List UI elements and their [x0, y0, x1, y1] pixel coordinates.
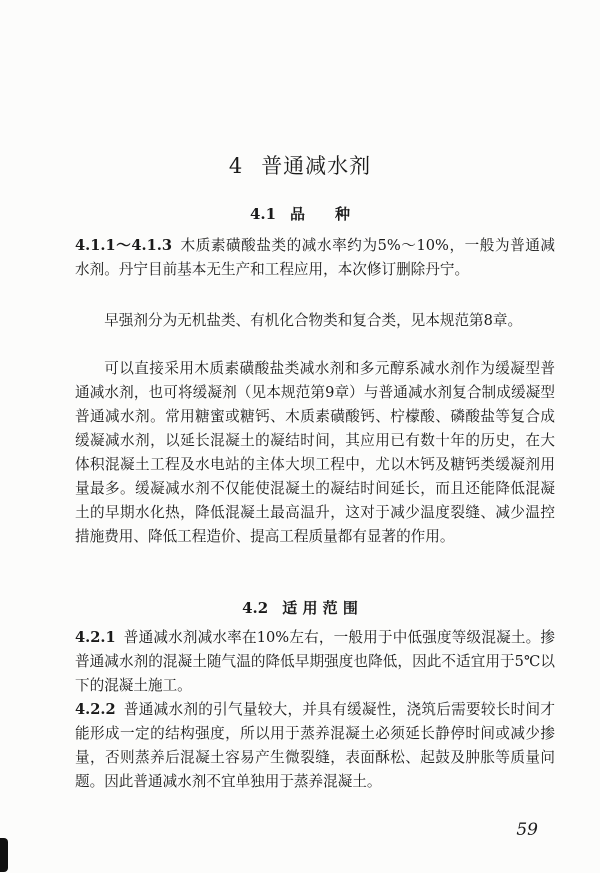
- section-heading: 品 种: [290, 205, 351, 223]
- paragraph-4-1-1: [75, 234, 555, 282]
- section-title-4-2: [0, 597, 600, 618]
- clause-number: 4.1.1～4.1.3: [75, 237, 172, 254]
- scan-edge-mark: [0, 838, 8, 872]
- paragraph-text: 木质素磺酸盐类的减水率约为5%～10%，一般为普通减水剂。丹宁目前基本无生产和工程应用，本次修订删除丹宁。: [75, 237, 556, 278]
- section-heading: 适 用 范 围: [282, 599, 358, 617]
- clause-number: 4.2.1: [75, 629, 116, 646]
- section-number: 4.2: [242, 599, 269, 617]
- section-number: 4.1: [249, 205, 277, 223]
- chapter-heading: 普通减水剂: [261, 154, 372, 178]
- paragraph-early-strength: 早强剂分为无机盐类、有机化合物类和复合类，见本规范第8章。: [104, 312, 523, 329]
- paragraph-text: 普通减水剂的引气量较大，并具有缓凝性，浇筑后需要较长时间才能形成一定的结构强度，所以用于蒸养混凝土必须延长静停时间或减少掺量，否则蒸养后混凝土容易产生微裂缝，表面酥松、起鼓及肿胀等质量问题。因此普通减水剂不宜单独用于蒸养混凝土。: [75, 701, 555, 790]
- section-title-4-1: [0, 203, 600, 224]
- clause-number: 4.2.2: [75, 701, 116, 718]
- paragraph-retarder: 可以直接采用木质素磺酸盐类减水剂和多元醇系减水剂作为缓凝型普通减水剂，也可将缓凝剂（见本规范第9章）与普通减水剂复合制成缓凝型普通减水剂。常用糖蜜或糖钙、木质素磺酸钙、柠檬酸、磷酸盐等复合成缓凝减水剂，以延长混凝土的凝结时间，其应用已有数十年的历史，在大体积混凝土工程及水电站的主体大坝工程中，尤以木钙及糖钙类缓凝剂用量最多。缓凝减水剂不仅能使混凝土的凝结时间延长，而且还能降低混凝土的早期水化热，降低混凝土最高温升，这对于减少温度裂缝、减少温控措施费用、降低工程造价、提高工程质量都有显著的作用。: [75, 360, 555, 545]
- chapter-number: 4: [228, 154, 244, 178]
- paragraph-4-2-2: [75, 698, 555, 794]
- paragraph-4-2-1: [75, 626, 555, 698]
- chapter-title: [0, 150, 600, 180]
- page-number: 59: [516, 820, 538, 840]
- paragraph-text: 普通减水剂减水率在10%左右，一般用于中低强度等级混凝土。掺普通减水剂的混凝土随气温的降低早期强度也降低，因此不适宜用于5℃以下的混凝土施工。: [75, 629, 555, 694]
